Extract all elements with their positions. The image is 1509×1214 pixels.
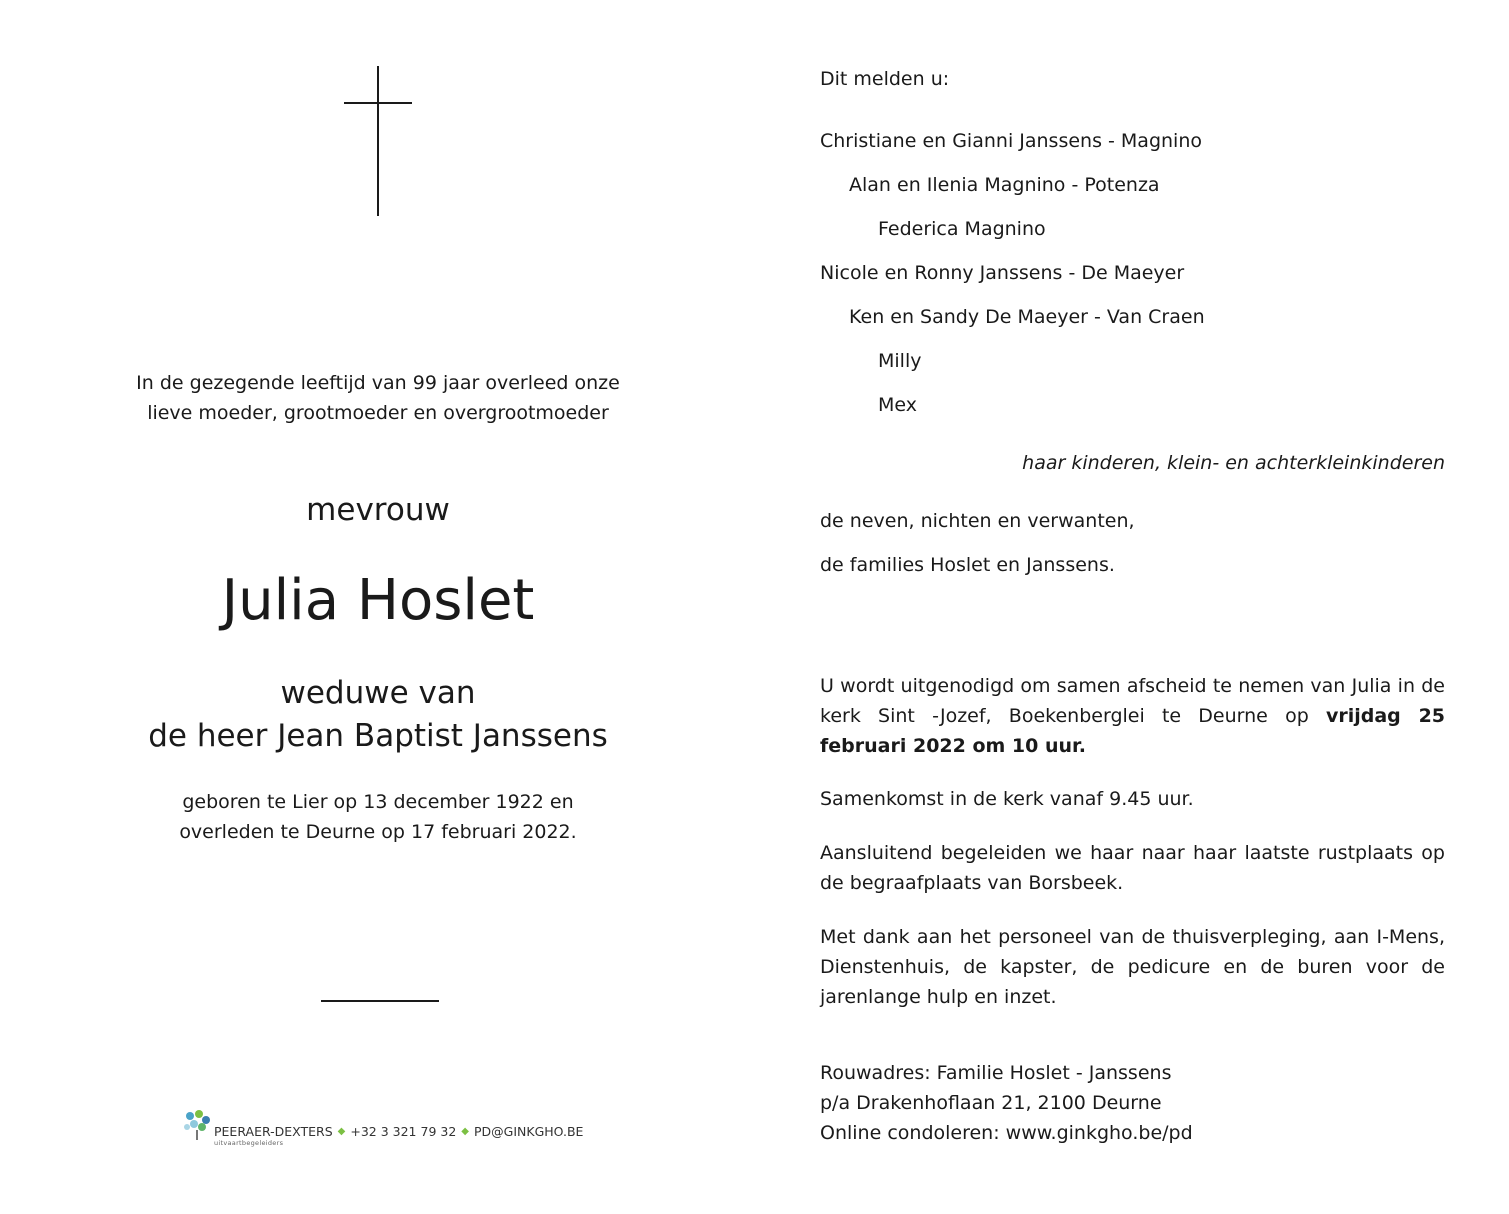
company-subtitle: uitvaartbegeleiders: [214, 1139, 284, 1147]
family-caption: haar kinderen, klein- en achterkleinkinderen: [1022, 452, 1445, 474]
life-dates: [60, 787, 696, 847]
company-phone: +32 3 321 79 32: [350, 1124, 457, 1139]
gathering-paragraph: Samenkomst in de kerk vanaf 9.45 uur.: [820, 788, 1194, 810]
widow-line-1: weduwe van: [280, 675, 476, 711]
invitation-text: U wordt uitgenodigd om samen afscheid te nemen van Julia in de kerk Sint -Jozef, Boekenberglei te Deurne op: [820, 675, 1445, 727]
family-member: Ken en Sandy De Maeyer - Van Craen: [849, 306, 1205, 328]
announcement: Dit melden u:: [820, 68, 950, 90]
family-member: Nicole en Ronny Janssens - De Maeyer: [820, 262, 1185, 284]
family-member: Alan en Ilenia Magnino - Potenza: [849, 174, 1160, 196]
condolence-link: Online condoleren: www.ginkgho.be/pd: [820, 1122, 1193, 1144]
address-line-2: p/a Drakenhoflaan 21, 2100 Deurne: [820, 1092, 1162, 1114]
company-name: PEERAER-DEXTERS: [214, 1124, 333, 1139]
family-member: Milly: [878, 350, 922, 372]
family-member: Mex: [878, 394, 917, 416]
cross-icon: [344, 66, 412, 216]
honorific: mevrouw: [306, 492, 450, 528]
relatives-line: de neven, nichten en verwanten,: [820, 510, 1135, 532]
mourning-address: [820, 1058, 1193, 1148]
burial-paragraph: Aansluitend begeleiden we haar naar haar laatste rustplaats op de begraafplaats van Borsbeek.: [820, 842, 1445, 894]
separator-icon: ◆: [337, 1126, 346, 1137]
family-member: Christiane en Gianni Janssens - Magnino: [820, 130, 1202, 152]
families-line: de families Hoslet en Janssens.: [820, 554, 1115, 576]
address-line-1: Rouwadres: Familie Hoslet - Janssens: [820, 1062, 1172, 1084]
born-line: geboren te Lier op 13 december 1922 en: [182, 791, 574, 813]
intro-line-1: In de gezegende leeftijd van 99 jaar overleed onze: [136, 372, 620, 394]
invitation-paragraph: [820, 671, 1445, 761]
ginkgo-logo-icon: [182, 1110, 212, 1140]
family-member: Federica Magnino: [878, 218, 1046, 240]
widow-of: [60, 672, 696, 758]
intro-text: [60, 368, 696, 428]
deceased-name: Julia Hoslet: [221, 568, 535, 633]
thanks-paragraph: Met dank aan het personeel van de thuisverpleging, aan I-Mens, Dienstenhuis, de kapster, de pedicure en de buren voor de jarenlange hulp en inzet.: [820, 926, 1445, 1008]
died-line: overleden te Deurne op 17 februari 2022.: [179, 821, 577, 843]
funeral-home-footer: [182, 1110, 583, 1150]
divider-line: [321, 1000, 439, 1002]
intro-line-2: lieve moeder, grootmoeder en overgrootmoeder: [147, 402, 609, 424]
company-email: PD@GINKGHO.BE: [473, 1124, 584, 1139]
ceremony-datetime: vrijdag 25 februari 2022 om 10 uur.: [820, 705, 1446, 757]
separator-icon: ◆: [461, 1126, 469, 1137]
widow-line-2: de heer Jean Baptist Janssens: [148, 718, 608, 754]
